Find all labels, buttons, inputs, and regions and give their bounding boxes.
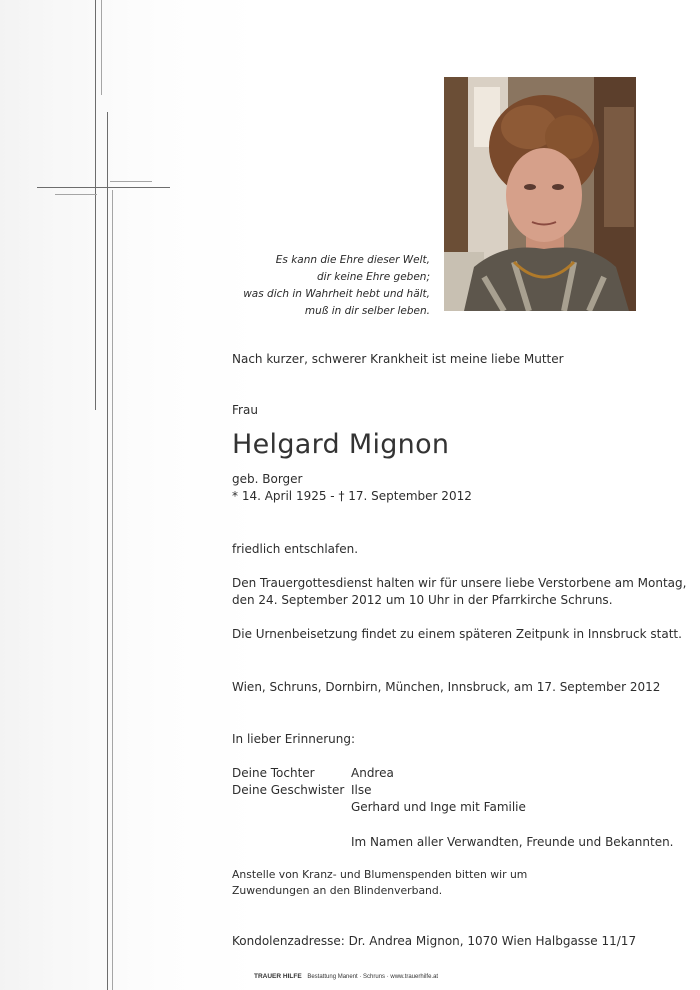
- place-date: Wien, Schruns, Dornbirn, München, Innsbruck, am 17. September 2012: [232, 680, 661, 694]
- on-behalf-text: Im Namen aller Verwandten, Freunde und Bekannten.: [351, 835, 674, 849]
- donation-text-line2: Zuwendungen an den Blindenverband.: [232, 884, 443, 897]
- poem-quote: [243, 252, 430, 320]
- quote-line: was dich in Wahrheit hebt und hält,: [243, 288, 430, 300]
- donation-text-line1: Anstelle von Kranz- und Blumenspenden bitten wir um: [232, 868, 528, 881]
- maiden-name: geb. Borger: [232, 472, 303, 486]
- quote-line: dir keine Ehre geben;: [317, 271, 430, 283]
- mourner-names: Andrea: [351, 766, 394, 780]
- quote-line: muß in dir selber leben.: [304, 305, 430, 317]
- mourner-role: Deine Tochter: [232, 766, 315, 780]
- footer-brand: TRAUER HILFE: [254, 973, 302, 980]
- memory-heading: In lieber Erinnerung:: [232, 732, 356, 746]
- condolence-address: Kondolenzadresse: Dr. Andrea Mignon, 1070 Wien Halbgasse 11/17: [232, 934, 637, 948]
- passed-text: friedlich entschlafen.: [232, 542, 359, 556]
- footer-info: Bestattung Manent · Schruns · www.trauerhilfe.at: [307, 974, 439, 980]
- intro-text: Nach kurzer, schwerer Krankheit ist meine liebe Mutter: [232, 352, 564, 366]
- deceased-name: Helgard Mignon: [232, 429, 450, 460]
- service-text-line2: den 24. September 2012 um 10 Uhr in der Pfarrkirche Schruns.: [232, 593, 613, 607]
- mourner-role: Deine Geschwister: [232, 783, 345, 797]
- mourner-names: Ilse: [351, 783, 372, 797]
- portrait-photo: [444, 77, 636, 311]
- salutation: Frau: [232, 403, 258, 417]
- life-dates: * 14. April 1925 - † 17. September 2012: [232, 489, 472, 503]
- mourner-names: Gerhard und Inge mit Familie: [351, 800, 526, 814]
- footer: [254, 973, 438, 980]
- quote-line: Es kann die Ehre dieser Welt,: [275, 254, 430, 266]
- service-text-line1: Den Trauergottesdienst halten wir für unsere liebe Verstorbene am Montag,: [232, 576, 687, 590]
- urn-text: Die Urnenbeisetzung findet zu einem späteren Zeitpunk in Innsbruck statt.: [232, 627, 682, 641]
